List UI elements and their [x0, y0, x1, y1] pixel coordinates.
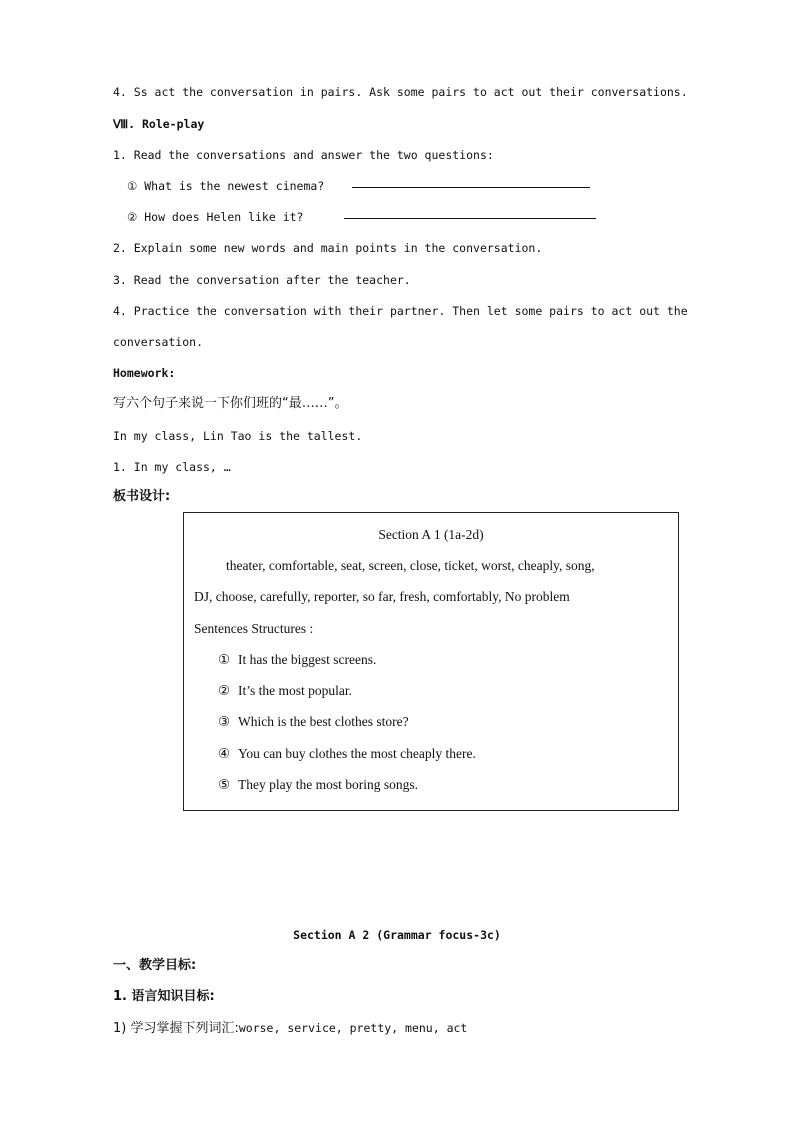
- vocab-line: [113, 1020, 467, 1037]
- board-sentence-3: [218, 713, 409, 731]
- board-sentence-4: [218, 745, 476, 763]
- section-2-title: Section A 2 (Grammar focus-3c): [293, 928, 501, 942]
- sentence-4-number: ④: [218, 746, 231, 761]
- sentence-2-text: It’s the most popular.: [238, 683, 352, 698]
- vocab-words: worse, service, pretty, menu, act: [238, 1021, 468, 1035]
- homework-instruction: 写六个句子来说一下你们班的“最……”。: [113, 396, 348, 411]
- answer-blank-2[interactable]: [344, 217, 596, 219]
- sentence-5-text: They play the most boring songs.: [238, 777, 418, 792]
- board-sentence-1: [218, 651, 376, 669]
- answer-blank-1[interactable]: [352, 186, 590, 188]
- sentence-1-number: ①: [218, 652, 231, 667]
- homework-heading: Homework:: [113, 366, 176, 380]
- role-play-heading: Ⅷ. Role-play: [113, 117, 205, 131]
- role-play-step-1: 1. Read the conversations and answer the two questions:: [113, 148, 494, 162]
- sentence-4-text: You can buy clothes the most cheaply there.: [238, 746, 476, 761]
- language-goal-heading: 1. 语言知识目标:: [113, 989, 215, 1004]
- role-play-step-2: 2. Explain some new words and main points in the conversation.: [113, 241, 543, 255]
- board-sentence-2: [218, 682, 352, 700]
- sentence-3-number: ③: [218, 714, 231, 729]
- sentence-5-number: ⑤: [218, 777, 231, 792]
- role-play-step-4-cont: conversation.: [113, 335, 204, 349]
- sentence-3-text: Which is the best clothes store?: [238, 714, 409, 729]
- role-play-step-3: 3. Read the conversation after the teacher.: [113, 273, 411, 287]
- board-sentence-5: [218, 776, 418, 794]
- step-4-act-in-pairs: 4. Ss act the conversation in pairs. Ask some pairs to act out their conversations.: [113, 85, 688, 99]
- board-structures-label: Sentences Structures :: [194, 621, 314, 636]
- vocab-label: 1) 学习掌握下列词汇:: [113, 1021, 239, 1036]
- board-words-line-1: theater, comfortable, seat, screen, close, ticket, worst, cheaply, song,: [226, 558, 595, 573]
- question-2: [127, 209, 596, 225]
- role-play-step-4: 4. Practice the conversation with their partner. Then let some pairs to act out the: [113, 304, 688, 318]
- question-1: [127, 178, 590, 194]
- question-2-text: ② How does Helen like it?: [127, 210, 304, 224]
- sentence-2-number: ②: [218, 683, 231, 698]
- homework-example: In my class, Lin Tao is the tallest.: [113, 429, 363, 443]
- teaching-goals-heading: 一、教学目标:: [113, 958, 197, 973]
- board-design-heading: 板书设计:: [113, 489, 171, 504]
- sentence-1-text: It has the biggest screens.: [238, 652, 377, 667]
- homework-item-1: 1. In my class, …: [113, 460, 231, 474]
- board-words-line-2: DJ, choose, carefully, reporter, so far, fresh, comfortably, No problem: [194, 589, 570, 604]
- question-1-text: ① What is the newest cinema?: [127, 179, 325, 193]
- board-title: Section A 1 (1a-2d): [378, 527, 484, 542]
- board-design-box: [183, 512, 679, 811]
